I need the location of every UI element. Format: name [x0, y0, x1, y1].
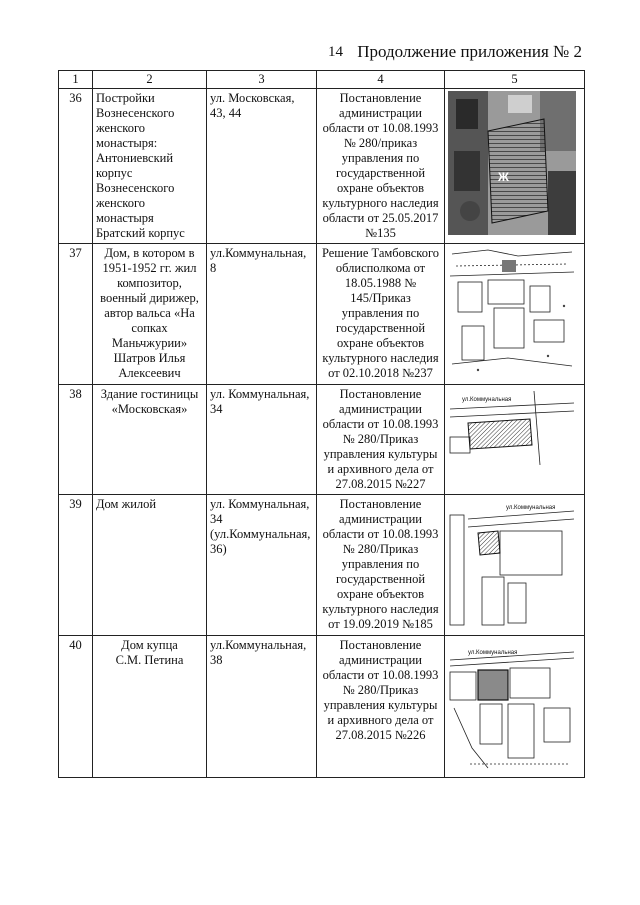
- text-line: Постановление: [339, 497, 422, 511]
- text-line: №135: [365, 226, 396, 240]
- site-plan-image: [448, 638, 576, 772]
- text-line: области от 10.08.1993: [322, 417, 439, 431]
- text-line: управления по: [341, 151, 420, 165]
- text-line: Дом купца: [121, 638, 178, 652]
- row-number: 36: [59, 89, 93, 244]
- page-header: [0, 44, 640, 66]
- text-line: 145/Приказ: [350, 291, 411, 305]
- column-header: 5: [445, 71, 585, 89]
- text-line: охране объектов: [336, 336, 425, 350]
- object-address: [207, 495, 317, 636]
- text-line: области от 25.05.2017: [322, 211, 439, 225]
- text-line: 34: [210, 402, 223, 416]
- street-label: ул.Коммунальная: [468, 650, 518, 656]
- text-line: ул.Коммунальная,: [210, 638, 307, 652]
- text-line: «Московская»: [111, 402, 188, 416]
- column-header: 2: [93, 71, 207, 89]
- text-line: охране объектов: [336, 587, 425, 601]
- text-line: композитор,: [117, 276, 182, 290]
- legal-document: [317, 495, 445, 636]
- text-line: № 280/Приказ: [342, 542, 419, 556]
- text-line: управления культуры: [323, 447, 438, 461]
- text-line: Дом жилой: [96, 497, 157, 511]
- table-row: [59, 244, 585, 385]
- table-row: [59, 636, 585, 778]
- text-line: области от 10.08.1993: [322, 527, 439, 541]
- text-line: корпус: [96, 166, 133, 180]
- text-line: 1951-1952 гг. жил: [102, 261, 197, 275]
- text-line: государственной: [335, 321, 426, 335]
- text-line: № 280/Приказ: [342, 683, 419, 697]
- text-line: ул. Коммунальная,: [210, 497, 310, 511]
- row-number: 38: [59, 385, 93, 495]
- text-line: Постройки: [96, 91, 155, 105]
- text-line: 8: [210, 261, 217, 275]
- text-line: 38: [210, 653, 223, 667]
- text-line: и архивного дела от: [327, 462, 434, 476]
- text-line: военный дирижер,: [100, 291, 199, 305]
- object-name: [93, 244, 207, 385]
- text-line: области от 10.08.1993: [322, 668, 439, 682]
- text-line: культурного наследия: [322, 602, 439, 616]
- text-line: управления по: [341, 306, 420, 320]
- location-map-cell: [445, 495, 585, 636]
- text-line: государственной: [335, 572, 426, 586]
- object-name: [93, 495, 207, 636]
- text-line: № 280/Приказ: [342, 432, 419, 446]
- text-line: 18.05.1988 №: [344, 276, 417, 290]
- text-line: администрации: [339, 106, 422, 120]
- text-line: ул. Московская,: [210, 91, 295, 105]
- location-map-cell: [445, 385, 585, 495]
- location-map-cell: [445, 244, 585, 385]
- site-plan-image: [448, 246, 576, 378]
- legal-document: [317, 636, 445, 778]
- text-line: монастыря:: [96, 136, 158, 150]
- object-address: [207, 89, 317, 244]
- column-header: 3: [207, 71, 317, 89]
- text-line: С.М. Петина: [115, 653, 184, 667]
- text-line: Вознесенского: [96, 181, 175, 195]
- object-address: [207, 385, 317, 495]
- row-number: 40: [59, 636, 93, 778]
- text-line: культурного наследия: [322, 351, 439, 365]
- text-line: Вознесенского: [96, 106, 175, 120]
- legal-document: [317, 385, 445, 495]
- text-line: Постановление: [339, 91, 422, 105]
- text-line: сопках: [131, 321, 168, 335]
- column-header: 4: [317, 71, 445, 89]
- row-number: 37: [59, 244, 93, 385]
- text-line: 43, 44: [210, 106, 242, 120]
- text-line: 27.08.2015 №227: [335, 477, 426, 491]
- text-line: от 02.10.2018 №237: [328, 366, 433, 380]
- text-line: Решение Тамбовского: [321, 246, 440, 260]
- text-line: администрации: [339, 402, 422, 416]
- text-line: облисполкома от: [335, 261, 426, 275]
- text-line: администрации: [339, 512, 422, 526]
- text-line: Постановление: [339, 387, 422, 401]
- row-number: 39: [59, 495, 93, 636]
- street-label: ул.Коммунальная: [462, 397, 512, 403]
- appendix-title: Продолжение приложения № 2: [357, 42, 582, 61]
- text-line: Шатров Илья: [113, 351, 186, 365]
- text-line: женского: [96, 121, 146, 135]
- text-line: ул. Коммунальная,: [210, 387, 310, 401]
- text-line: и архивного дела от: [327, 713, 434, 727]
- text-line: администрации: [339, 653, 422, 667]
- text-line: области от 10.08.1993: [322, 121, 439, 135]
- photo-label: Ж: [498, 170, 509, 184]
- location-map-cell: [445, 636, 585, 778]
- site-plan-image: [448, 497, 576, 629]
- object-name: [93, 89, 207, 244]
- text-line: управления культуры: [323, 698, 438, 712]
- street-label: ул.Коммунальная: [506, 505, 556, 511]
- table-row: [59, 89, 585, 244]
- text-line: Антониевский: [96, 151, 174, 165]
- column-header: 1: [59, 71, 93, 89]
- site-plan-image: [448, 387, 576, 467]
- text-line: монастыря: [96, 211, 154, 225]
- heritage-register-table: [58, 70, 585, 778]
- text-line: 27.08.2015 №226: [335, 728, 426, 742]
- text-line: № 280/приказ: [343, 136, 418, 150]
- table-row: [59, 385, 585, 495]
- legal-document: [317, 89, 445, 244]
- text-line: культурного наследия: [322, 196, 439, 210]
- text-line: ул.Коммунальная,: [210, 246, 307, 260]
- table-header-row: [59, 71, 585, 89]
- text-line: Постановление: [339, 638, 422, 652]
- text-line: автор вальса «На: [104, 306, 195, 320]
- text-line: (ул.Коммунальная,: [210, 527, 311, 541]
- text-line: 34: [210, 512, 223, 526]
- text-line: управления по: [341, 557, 420, 571]
- text-line: государственной: [335, 166, 426, 180]
- text-line: женского: [96, 196, 146, 210]
- location-map-cell: [445, 89, 585, 244]
- table-row: [59, 495, 585, 636]
- text-line: Маньчжурии»: [111, 336, 188, 350]
- object-address: [207, 244, 317, 385]
- text-line: Дом, в котором в: [104, 246, 195, 260]
- object-name: [93, 636, 207, 778]
- page-number: 14: [328, 44, 343, 60]
- text-line: Братский корпус: [96, 226, 185, 240]
- text-line: Здание гостиницы: [100, 387, 199, 401]
- legal-document: [317, 244, 445, 385]
- object-name: [93, 385, 207, 495]
- text-line: охране объектов: [336, 181, 425, 195]
- text-line: 36): [210, 542, 227, 556]
- aerial-photo-image: [448, 91, 576, 235]
- text-line: Алексеевич: [118, 366, 181, 380]
- object-address: [207, 636, 317, 778]
- text-line: от 19.09.2019 №185: [328, 617, 433, 631]
